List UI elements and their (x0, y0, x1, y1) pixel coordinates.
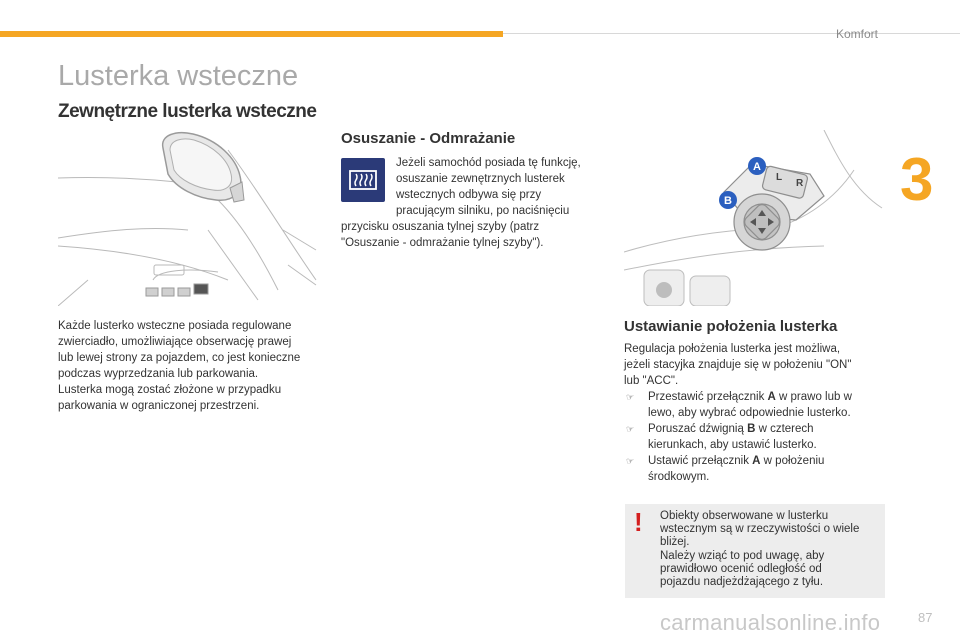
text-line: wstecznych odbywa się przy (396, 189, 542, 201)
text-line: Lusterka mogą zostać złożone w przypadku (58, 384, 282, 396)
text-line: przycisku osuszania tylnej szyby (patrz (341, 221, 540, 233)
text-line: pojazdu nadjeżdżającego z tyłu. (660, 576, 824, 589)
control-key: A (767, 391, 776, 403)
adjustment-text (624, 341, 889, 485)
page-title: Lusterka wsteczne (58, 60, 299, 92)
header-accent-bar (0, 31, 503, 37)
defrost-text (341, 219, 611, 251)
adjustment-heading: Ustawianie położenia lusterka (624, 318, 838, 335)
defrost-heading: Osuszanie - Odmrażanie (341, 130, 516, 147)
bullet-hand-icon: ☞ (626, 424, 635, 434)
label-l: L (776, 172, 783, 183)
bullet-hand-icon: ☞ (626, 456, 635, 466)
control-key: B (747, 423, 756, 435)
control-key: A (752, 455, 761, 467)
text-line: pracującym silniku, po naciśnięciu (396, 205, 570, 217)
list-item: ☞ Poruszać dźwignią B w czterech kierunkach, aby ustawić lusterko. (626, 423, 817, 451)
warning-note-text (660, 510, 880, 589)
text-line: Każde lusterko wsteczne posiada regulowane (58, 320, 292, 332)
rear-defrost-glyph (341, 158, 385, 202)
text-line: parkowania w ograniczonej przestrzeni. (58, 400, 260, 412)
watermark: carmanualsonline.info (660, 610, 881, 635)
text-line: prawidłowo ocenić odległość od (660, 562, 822, 575)
warning-icon: ! (634, 507, 643, 537)
list-item: ☞ Ustawić przełącznik A w położeniu środkowym. (626, 455, 825, 483)
text-line: Obiekty obserwowane w lusterku (660, 510, 829, 522)
defrost-text-indented (396, 155, 606, 219)
page-subtitle: Zewnętrzne lusterka wsteczne (58, 101, 317, 122)
text-line: lub "ACC". (624, 375, 679, 387)
text-line: podczas wyprzedzania lub parkowania. (58, 368, 259, 380)
text-line: Regulacja położenia lusterka jest możliwa, (624, 343, 841, 355)
text-line: wstecznym są w rzeczywistości o wiele (660, 523, 860, 536)
bullet-hand-icon: ☞ (626, 392, 635, 402)
list-item: ☞ Przestawić przełącznik A w prawo lub w lewo, aby wybrać odpowiednie lusterko. (626, 391, 852, 419)
page-number: 87 (918, 610, 933, 625)
text-line: zwierciadło, umożliwiające obserwację prawej (58, 336, 292, 348)
rear-defrost-icon (341, 158, 385, 202)
header-divider (503, 33, 960, 34)
text-line: "Osuszanie - odmrażanie tylnej szyby"). (341, 237, 544, 249)
label-a: A (753, 161, 761, 173)
chapter-number: 3 (900, 146, 934, 213)
text-line: osuszanie zewnętrznych lusterek (396, 173, 565, 185)
mirror-description (58, 318, 328, 414)
text-line: jeżeli stacyjka znajduje się w położeniu "ON" (624, 359, 852, 371)
text-line: bliżej. (660, 536, 690, 549)
text-line: Jeżeli samochód posiada tę funkcję, (396, 157, 581, 169)
text-line: lub lewej strony za pojazdem, co jest konieczne (58, 352, 301, 364)
label-b: B (724, 195, 732, 207)
text-line: Należy wziąć to pod uwagę, aby (660, 549, 825, 562)
section-label: Komfort (836, 27, 879, 41)
label-r: R (796, 178, 804, 189)
exterior-mirror-illustration (58, 130, 318, 306)
mirror-control-illustration (624, 130, 884, 306)
